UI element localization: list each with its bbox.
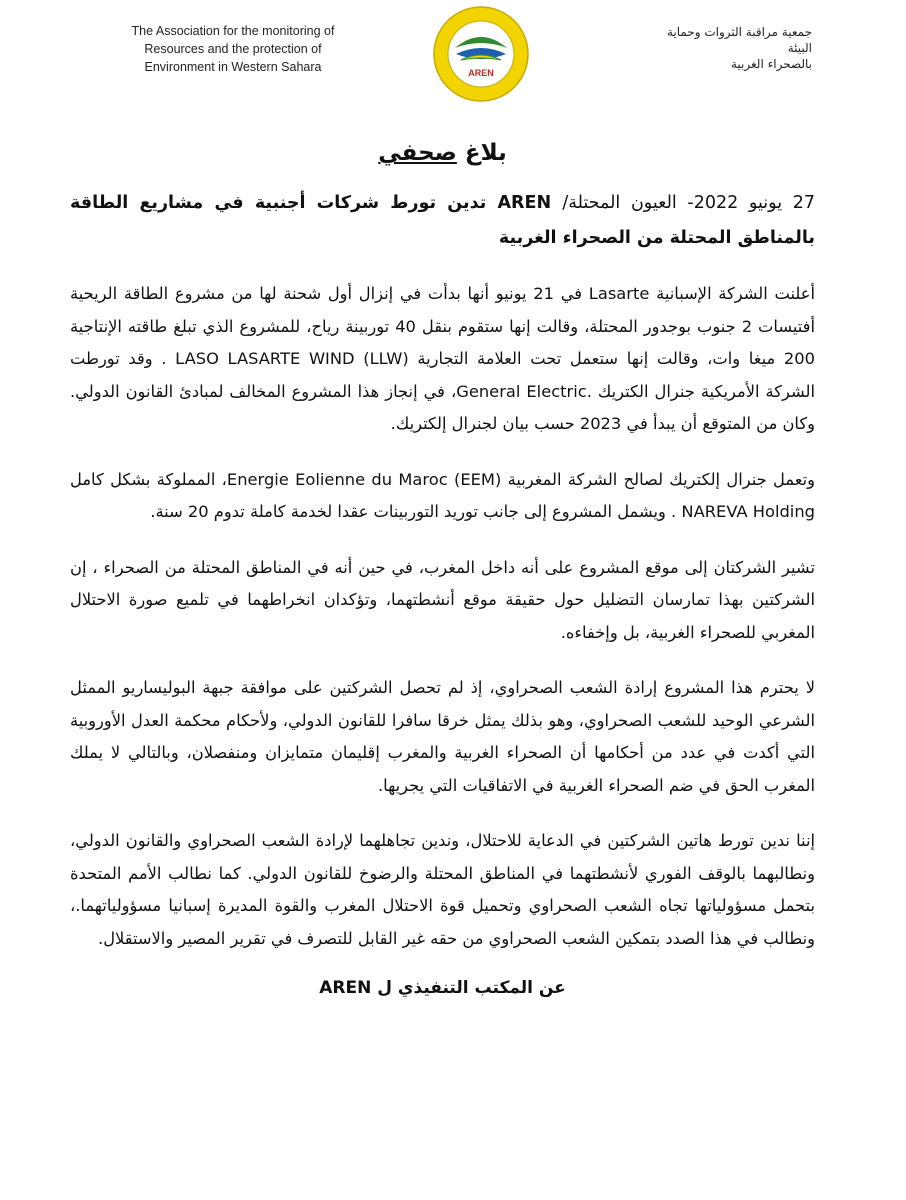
letterhead: [0, 0, 906, 120]
paragraph-2: [70, 464, 815, 529]
arabic-org-name-line1: جمعية مراقبة الثروات وحماية البيئة: [666, 25, 812, 55]
signature-text: عن المكتب التنفيذي ل: [377, 978, 566, 998]
headline: [70, 186, 815, 256]
p1-text-d: ، في إنجاز هذا المشروع المخالف لمبادئ القانون الدولي. وكان من المتوقع أن يبدأ في 2023 حسب بيان لجنرال إلكتريك.: [70, 381, 815, 433]
p2-text-c: . ويشمل المشروع إلى جانب توريد التوربينات عقدا لخدمة كاملة تدوم 20 سنة.: [150, 502, 677, 521]
paragraph-4: لا يحترم هذا المشروع إرادة الشعب الصحراوي، إذ لم تحصل الشركتين على موافقة جبهة البوليساريو الممثل الشرعي الوحيد للشعب الصحراوي، وهو بذلك يمثل خرقا سافرا للقانون الدولي، ولأحكام محكمة العدل الأوروبية التي أكدت في عدد من أحكامها أن الصحراء الغربية والمغرب إقليمان متمايزان ومنفصلان، وبالتالي لا يملك المغرب الحق في ضم الصحراء الغربية في الاتفاقيات التي يجريها.: [70, 678, 815, 795]
p2-nareva: NAREVA Holding: [681, 502, 815, 521]
p1-text-a: أعلنت الشركة الإسبانية: [656, 284, 815, 303]
title-part1: بلاغ: [464, 140, 507, 166]
document-title: [70, 140, 815, 166]
p1-brand: LASO LASARTE WIND (LLW): [175, 349, 409, 368]
signature-org: AREN: [319, 978, 372, 998]
p2-eem: Energie Eolienne du Maroc (EEM): [226, 469, 502, 489]
press-release-body: [70, 140, 815, 998]
arabic-org-name: [642, 24, 812, 72]
headline-date-place: 27 يونيو 2022- العيون المحتلة/: [562, 193, 816, 213]
p1-text-b: في 21 يونيو أنها بدأت في إنزال أول شحنة لها من مشروع الطاقة الريحية أفتيسات 2 جنوب بوجدور المحتلة، وقالت إنها ستقوم بنقل 40 توربينة رياح، للمشروع الذي تبلغ طاقته الإنتاجية 200 ميغا وات، وقالت إنها ستعمل تحت العلامة التجارية: [70, 284, 815, 368]
english-org-name: The Association for the monitoring of Resources and the protection of Environment in Western Sahara: [131, 24, 335, 74]
p2-text-a: وتعمل جنرال إلكتريك لصالح الشركة المغربية: [507, 469, 815, 489]
paragraph-3: تشير الشركتان إلى موقع المشروع على أنه داخل المغرب، في حين أنه في المناطق المحتلة من الصحراء ، إن الشركتين بهذا تمارسان التضليل حول حقيقة موقع أنشطتهما، وتؤكدان انخراطهما في تلميع صورة الاحتلال المغربي للصحراء الغربية، بل وإخفاءه.: [70, 557, 815, 642]
logo-text: AREN: [468, 68, 494, 78]
headline-text: تدين تورط شركات أجنبية في مشاريع الطاقة بالمناطق المحتلة من الصحراء الغربية: [70, 193, 815, 248]
headline-org: AREN: [497, 193, 552, 213]
p1-general-electric: General Electric.: [456, 381, 592, 401]
arabic-org-name-line2: بالصحراء الغربية: [730, 57, 812, 71]
p1-company: Lasarte: [588, 284, 650, 303]
p2-text-b: ، المملوكة بشكل كامل: [70, 469, 227, 489]
paragraph-5: إننا ندين تورط هاتين الشركتين في الدعاية للاحتلال، وندين تجاهلهما لإرادة الشعب الصحراوي والقانون الدولي، ونطالبهما بالوقف الفوري لأنشطتهما في المناطق المحتلة والرضوخ للقانون الدولي. كما نطالب الأمم المتحدة بتحمل مسؤولياتها تجاه الشعب الصحراوي وتحميل قوة الاحتلال المغرب والقوة المديرة إسبانيا مسؤولياتهما.، ونطالب في هذا الصدد بتمكين الشعب الصحراوي من حقه غير القابل للتصرف في تقرير المصير والاستقلال.: [70, 831, 815, 948]
aren-logo: [425, 4, 537, 104]
paragraph-1: [70, 278, 815, 441]
p1-text-c: . وقد تورطت الشركة الأمريكية جنرال الكتريك: [70, 349, 815, 401]
title-part2: صحفي: [378, 140, 457, 166]
signature: [70, 978, 815, 998]
